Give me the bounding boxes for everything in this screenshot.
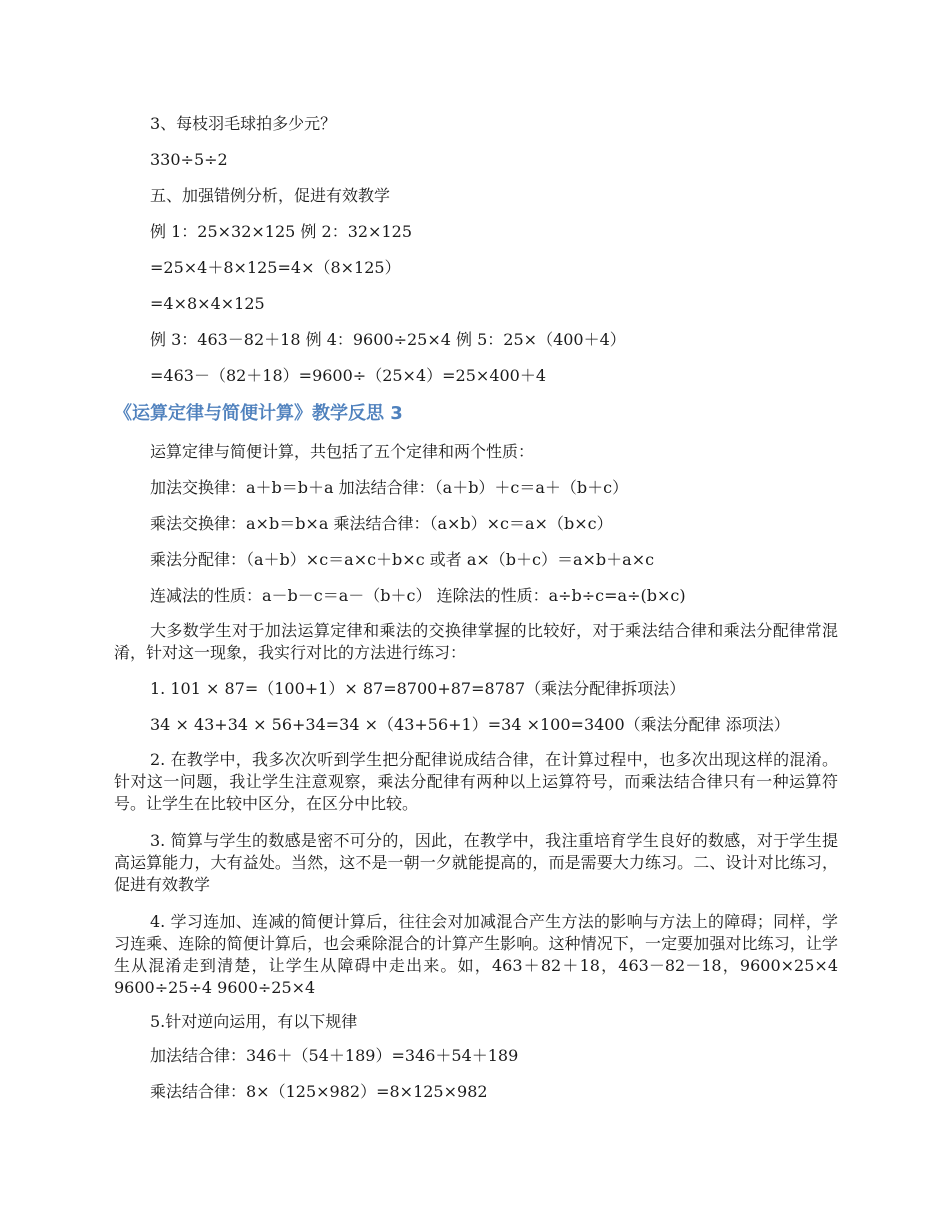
question-3: 3、每枝羽毛球拍多少元？ (150, 114, 337, 133)
subtraction-division-properties: 连减法的性质：a－b－c＝a－（b＋c） 连除法的性质：a÷b÷c=a÷(b×c) (150, 586, 686, 605)
distributive-law: 乘法分配律：（a＋b）×c＝a×c＋b×c 或者 a×（b＋c）＝a×b＋a×c (150, 550, 655, 569)
item-1-continued: 34 × 43+34 × 56+34=34 ×（43+56+1）=34 ×100=3400（乘法分配律 添项法） (150, 715, 790, 734)
example-3-4-5-step: =463－（82＋18）=9600÷（25×4）=25×400＋4 (150, 366, 547, 385)
addition-laws: 加法交换律：a＋b＝b＋a 加法结合律：（a＋b）＋c＝a＋（b＋c） (150, 478, 629, 497)
paragraph-2: 2. 在教学中，我多次次听到学生把分配律说成结合律，在计算过程中，也多次出现这样的混淆。针对这一问题，我让学生注意观察，乘法分配律有两种以上运算符号，而乘法结合律只有一种运算符号。让学生在比较中区分，在区分中比较。 (114, 750, 838, 813)
question-3-formula: 330÷5÷2 (150, 150, 228, 169)
section-5-title: 五、加强错例分析，促进有效教学 (150, 186, 391, 205)
paragraph-4: 4. 学习连加、连减的简便计算后，往往会对加减混合产生方法的影响与方法上的障碍；同样，学习连乘、连除的简便计算后，也会乘除混合的计算产生影响。这种情况下，一定要加强对比练习，让学生从混淆走到清楚，让学生从障碍中走出来。如，463＋82＋18，463－82－18，9600×25×4 9600÷25÷4 9600÷25×4 (114, 912, 838, 997)
example-1-2: 例 1：25×32×125 例 2：32×125 (150, 222, 412, 241)
paragraph-1: 大多数学生对于加法运算定律和乘法的交换律掌握的比较好，对于乘法结合律和乘法分配律常混淆，针对这一现象，我实行对比的方法进行练习： (114, 621, 838, 662)
intro-line: 运算定律与简便计算，共包括了五个定律和两个性质： (150, 442, 535, 461)
item-5: 5.针对逆向运用，有以下规律 (150, 1012, 358, 1031)
multiplication-laws: 乘法交换律：a×b＝b×a 乘法结合律：（a×b）×c＝a×（b×c） (150, 514, 613, 533)
example-1-2-step-1: =25×4＋8×125=4×（8×125） (150, 258, 401, 277)
paragraph-3: 3. 简算与学生的数感是密不可分的，因此，在教学中，我注重培育学生良好的数感，对于学生提高运算能力，大有益处。当然，这不是一朝一夕就能提高的，而是需要大力练习。二、设计对比练习，促进有效教学 (114, 831, 838, 894)
item-5-addition: 加法结合律：346＋（54＋189）=346＋54＋189 (150, 1046, 519, 1065)
example-3-4-5: 例 3：463－82＋18 例 4：9600÷25×4 例 5：25×（400＋4） (150, 330, 626, 349)
example-1-2-step-2: =4×8×4×125 (150, 294, 265, 313)
item-5-multiplication: 乘法结合律：8×（125×982）=8×125×982 (150, 1082, 488, 1101)
section-heading: 《运算定律与简便计算》教学反思 3 (114, 403, 403, 424)
item-1: 1. 101 × 87=（100+1）× 87=8700+87=8787（乘法分配律拆项法） (150, 679, 686, 698)
